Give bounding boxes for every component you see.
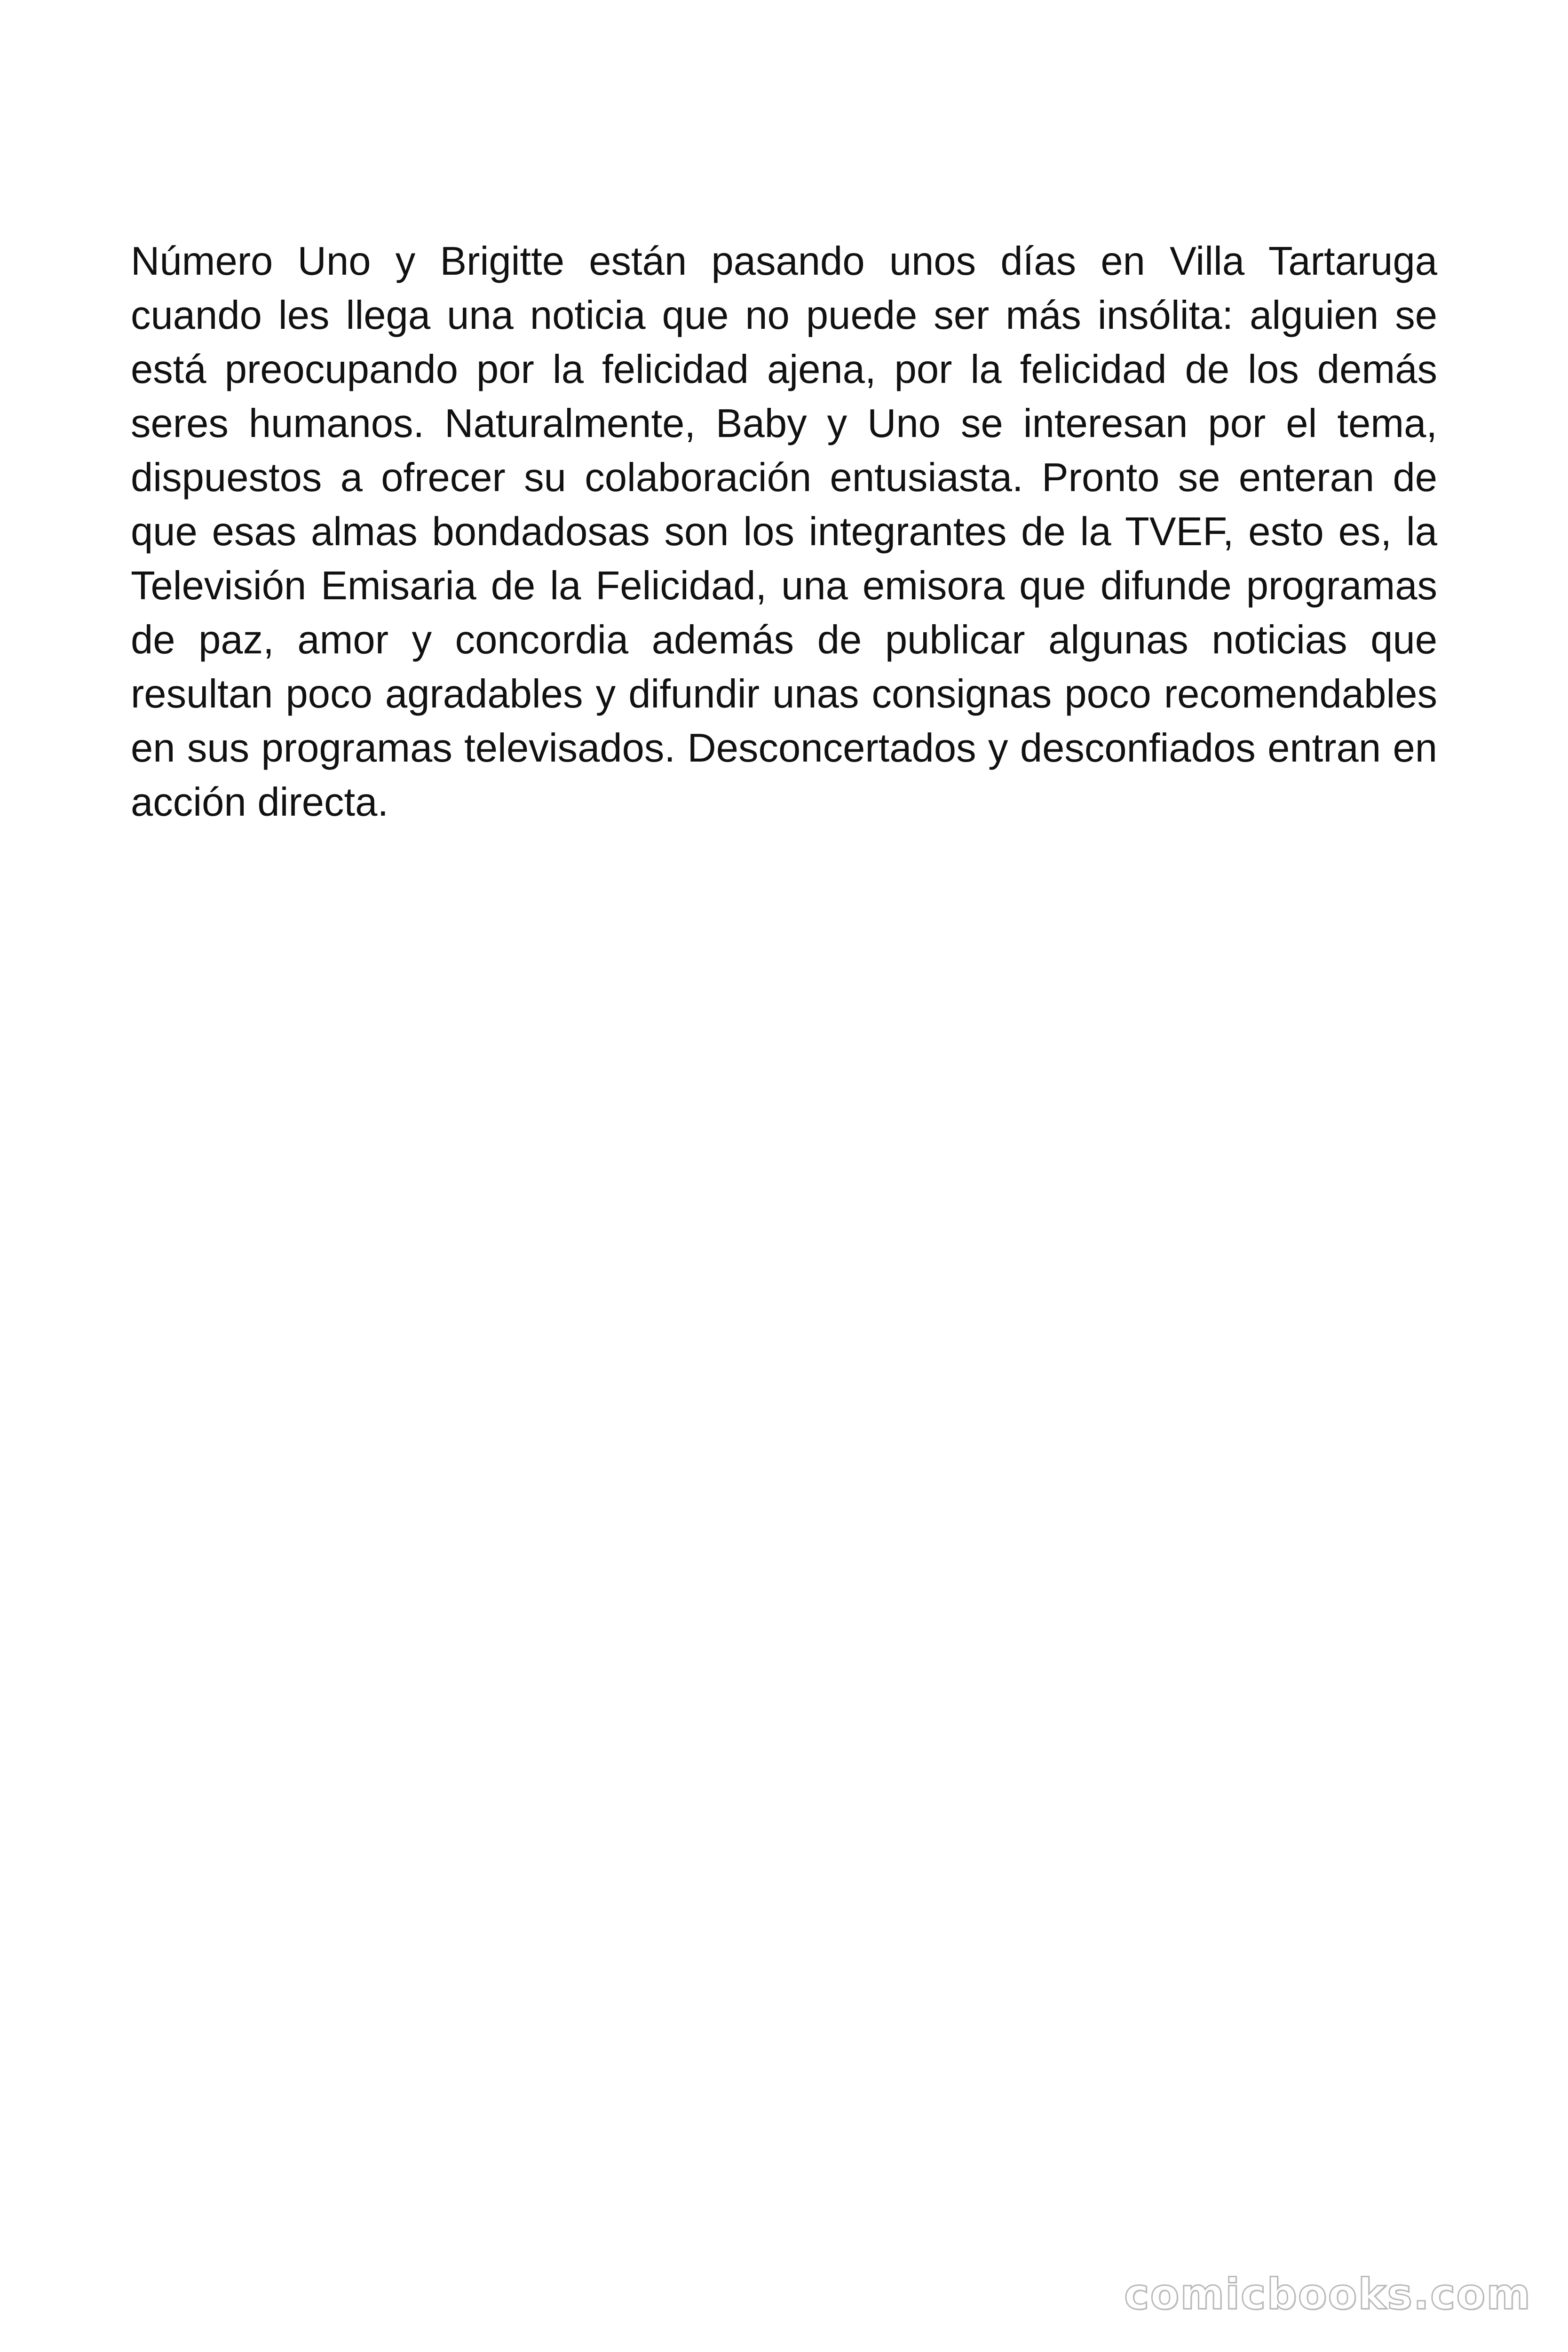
site-watermark: comicbooks.com [1124, 2270, 1531, 2319]
synopsis-paragraph: Número Uno y Brigitte están pasando unos días en Villa Tartaruga cuando les llega una noticia que no puede ser más insólita: alguien se está preocupando por la felicidad ajena, por la felicidad de los demás seres humanos. Naturalmente, Baby y Uno se interesan por el tema, dispuestos a ofrecer su colaboración entusiasta. Pronto se enteran de que esas almas bondadosas son los integrantes de la TVEF, esto es, la Televisión Emisaria de la Felicidad, una emisora que difunde programas de paz, amor y concordia además de publicar algunas noticias que resultan poco agradables y difundir unas consignas poco recomendables en sus programas televisados. Desconcertados y desconfiados entran en acción directa. [131, 239, 1437, 825]
